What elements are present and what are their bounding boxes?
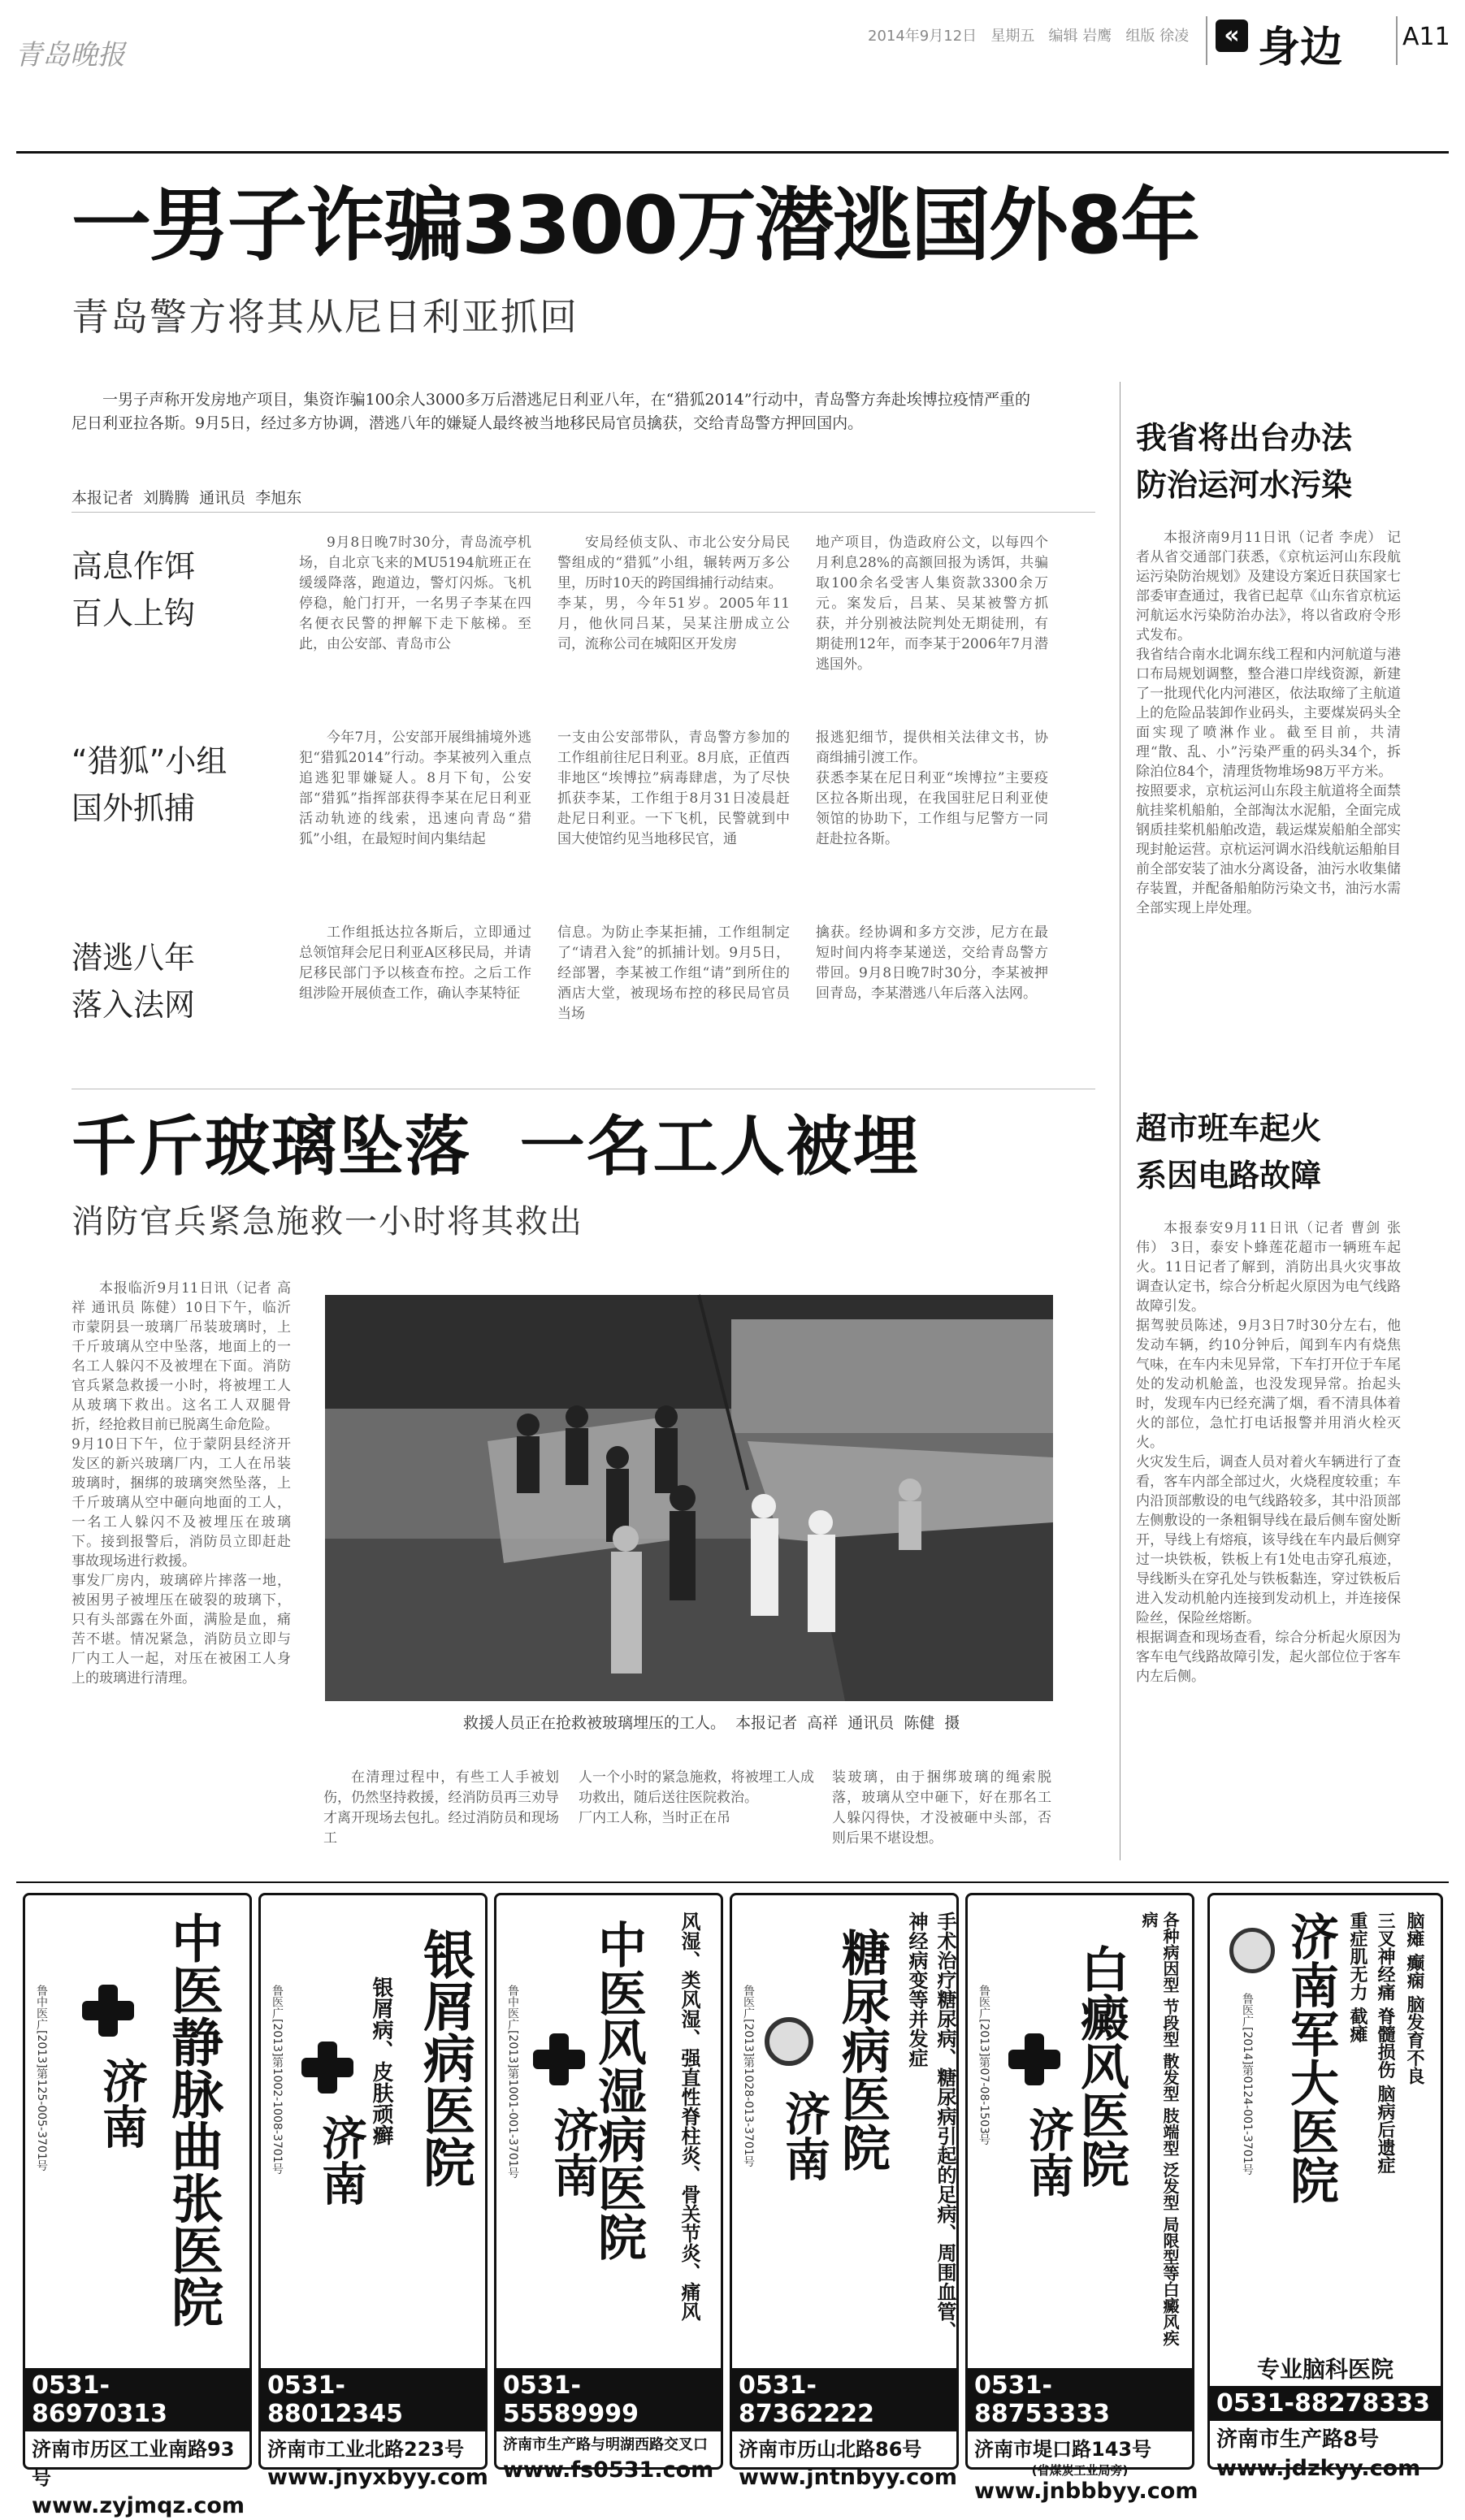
- photo-caption: 救援人员正在抢救被玻璃埋压的工人。 本报记者 高祥 通讯员 陈健 摄: [463, 1714, 960, 1732]
- page-divider: [1396, 16, 1398, 65]
- ad5-phone: 0531-88753333: [968, 2368, 1192, 2431]
- ad1-city: 济南: [95, 2058, 148, 2149]
- masthead-logo: 青岛晚报: [15, 39, 125, 71]
- ad1-phone: 0531-86970313: [25, 2368, 249, 2431]
- story2-col1: 本报临沂9月11日讯（记者 高祥 通讯员 陈健）10日下午，临沂市蒙阴县一玻璃厂吊装玻璃时，上千斤玻璃从空中坠落，地面上的一名工人躲闪不及被埋在下面。消防官兵紧急救援一小时，将被埋工人从玻璃下救出。这名工人双腿骨折，经抢救目前已脱离生命危险。 9月10日下午，位于蒙阴县经济开发区的新兴玻璃厂内，工人在吊装玻璃时，捆绑的玻璃突然坠落，上千斤玻璃从空中砸向地面的工人，一名工人躲闪不及被埋压在玻璃下。接到报警后，消防员立即赶赴事故现场进行救援。 事发厂房内，玻璃碎片摔落一地，被困男子被埋压在破裂的玻璃下，只有头部露在外面，满脸是血，痛苦不堪。情况紧急，消防员立即与厂内工人一起，对压在被困工人身上的玻璃进行清理。: [72, 1280, 291, 1686]
- ad3-address: 济南市生产路与明湖西路交叉口: [503, 2436, 708, 2453]
- ad2-website[interactable]: www.jnyxbyy.com: [267, 2465, 488, 2490]
- story1-s3-col2: 信息。为防止李某拒捕，工作组制定了“请君入瓮”的抓捕计划。9月5日，经部署，李某被工作组“请”到所住的酒店大堂，被现场布控的移民局官员当场: [557, 924, 790, 1022]
- story1-lead: 一男子声称开发房地产项目，集资诈骗100余人3000多万后潜逃尼日利亚八年，在“猎狐2014”行动中，青岛警方奔赴埃博拉疫情严重的尼日利亚拉各斯。9月5日，经过多方协调，潜逃八年的嫌疑人最终被当地移民局官员擒获，交给青岛警方押回国内。: [72, 391, 1030, 432]
- header-meta: [868, 24, 1189, 45]
- ad6-tag2: 三叉神经痛 脊髓损伤 脑病后遗症: [1375, 1912, 1395, 2175]
- story1-subhead-2: “猎狐”小组 国外抓捕: [72, 743, 228, 826]
- ad3-city: 济南: [546, 2106, 599, 2197]
- ad2-license: 鲁医广[2013]第1002-1008-3701号: [271, 1985, 284, 2175]
- ad1-address: 济南市历区工业南路93号: [32, 2438, 235, 2489]
- header-rule: [16, 151, 1449, 154]
- ad-psoriasis-hospital[interactable]: [258, 1893, 488, 2490]
- ad6-address: 济南市生产路8号: [1216, 2427, 1380, 2452]
- sidebar1-headline: 我省将出台办法 防治运河水污染: [1136, 420, 1353, 503]
- story1-s3-col1: 工作组抵达拉各斯后，立即通过总领馆拜会尼日利亚A区移民局，并请尼移民部门予以核查布控。之后工作组涉险开展侦查工作，确认李某特征: [299, 924, 531, 1002]
- header-date: 2014年9月12日: [868, 28, 977, 45]
- ad-diabetes-hospital[interactable]: [730, 1893, 959, 2490]
- ad3-license: 鲁中医广[2013]第1001-001-3701号: [506, 1985, 519, 2179]
- header-layout: 组版 徐凌: [1125, 28, 1190, 45]
- rescue-photo: [325, 1295, 1053, 1701]
- red-cross-icon: [1008, 2033, 1060, 2085]
- ad6-phone: 0531-88278333: [1210, 2386, 1441, 2421]
- story1-s2-col2: 一支由公安部带队，青岛警方参加的工作组前往尼日利亚。8月底，正值西非地区“埃博拉”病毒肆虐，为了尽快抓获李某，工作组于8月31日凌晨赶赴尼日利亚。一下飞机，民警就到中国大使馆约见当地移民官，通: [557, 730, 790, 847]
- story2-col4: 装玻璃，由于捆绑玻璃的绳索脱落，玻璃从空中砸下，好在那名工人躲闪得快，才没被砸中头部，否则后果不堪设想。: [832, 1769, 1051, 1847]
- ad2-tag: 银屑病、皮肤顽癣: [369, 1977, 393, 2145]
- ad6-website[interactable]: www.jdzkyy.com: [1216, 2456, 1421, 2481]
- hospital-emblem-icon: [765, 2017, 813, 2066]
- story1-subhead-3: 潜逃八年 落入法网: [72, 940, 196, 1023]
- story1-subhead-1: 高息作饵 百人上钩: [72, 548, 196, 631]
- ad6-slogan: 专业脑科医院: [1256, 2356, 1393, 2383]
- header-weekday: 星期五: [990, 28, 1035, 45]
- story2-subhead: 消防官兵紧急施救一小时将其救出: [72, 1203, 583, 1241]
- ad-rheumatism-hospital[interactable]: [494, 1893, 723, 2483]
- ad4-phone: 0531-87362222: [732, 2368, 956, 2431]
- story1-rule: [72, 512, 1095, 513]
- ad6-tag1: 脑瘫 癫痫 脑发育不良: [1404, 1912, 1424, 2085]
- story2-col2: 在清理过程中，有些工人手被划伤，仍然坚持救援，经消防员再三劝导才离开现场去包扎。经过消防员和现场工: [323, 1769, 559, 1847]
- ad1-license: 鲁中医广[2013]第125-005-3701号: [35, 1985, 48, 2171]
- story2-col3: 人一个小时的紧急施救，将被埋工人成功救出，随后送往医院救治。 厂内工人称，当时正在吊: [579, 1769, 814, 1826]
- rescue-photo-svg: [325, 1295, 1053, 1701]
- ads-rule: [16, 1881, 1449, 1883]
- red-cross-icon: [533, 2033, 585, 2085]
- ad2-phone: 0531-88012345: [261, 2368, 485, 2431]
- ad3-phone: 0531-55589999: [496, 2368, 721, 2431]
- ad3-title: 中医风湿病医院: [590, 1920, 647, 2261]
- ad2-address: 济南市工业北路223号: [267, 2438, 465, 2461]
- hospital-emblem-icon: [1229, 1928, 1275, 1973]
- ad-military-hospital[interactable]: [1207, 1893, 1443, 2481]
- ad4-license: 鲁医广[2013]第1028-013-3701号: [742, 1985, 755, 2167]
- story1-s1-col1: 9月8日晚7时30分，青岛流亭机场，自北京飞来的MU5194航班正在缓缓降落，跑道边，警灯闪烁。飞机停稳，舱门打开，一名男子李某在四名便衣民警的押解下走下舷梯。至此，由公安部、青岛市公: [299, 535, 531, 652]
- ad5-tag: 各种病因型 节段型 散发型 肢端型 泛发型 局限型等白癜风疾病: [1139, 1912, 1180, 2346]
- story1-headline: 一男子诈骗3300万潜逃国外8年: [72, 180, 1198, 272]
- header-editor: 编辑 岩鹰: [1048, 28, 1112, 45]
- ad5-address-note: (省煤炭工业局旁): [1031, 2463, 1129, 2478]
- ad3-tag: 风湿、类风湿、强直性脊柱炎、骨关节炎、痛风: [678, 1912, 700, 2321]
- ad6-license: 鲁医广[2014]第0124-001-3701号: [1241, 1993, 1254, 2176]
- ad5-city: 济南: [1021, 2106, 1074, 2197]
- ad3-website[interactable]: www.fs0531.com: [503, 2457, 714, 2483]
- ad4-website[interactable]: www.jntnbyy.com: [739, 2465, 957, 2490]
- story1-byline: 本报记者 刘腾腾 通讯员 李旭东: [72, 489, 302, 507]
- sidebar1-body: 本报济南9月11日讯（记者 李虎） 记者从省交通部门获悉，《京杭运河山东段航运污染防治规划》及建设方案近日获国家七部委审查通过，我省已起草《山东省京杭运河航运水污染防治办法》，将以省政府令形式发布。 我省结合南水北调东线工程和内河航道与港口布局规划调整，整合港口岸线资源，新建了一批现代化内河港区，依法取缔了主航道上的危险品装卸作业码头，主要煤炭码头全面实现了喷淋作业。截至目前，共清理“散、乱、小”污染严重的码头34个，拆除泊位84个，清理货物堆场98万平方米。 按照要求，京杭运河山东段主航道将全面禁航挂桨机船舶，全部淘汰水泥船，全面完成钢质挂桨机船舶改造，载运煤炭船舶全部实现封舱运营。京杭运河调水沿线航运船舶目前全部安装了油水分离设备，油污水收集储存装置，并配备船舶防污染文书，油污水需全部实现上岸处理。: [1136, 530, 1401, 916]
- sidebar2-body: 本报泰安9月11日讯（记者 曹剑 张伟） 3日，泰安卜蜂莲花超市一辆班车起火。11日记者了解到，消防出具火灾事故调查认定书，综合分析起火原因为电气线路故障引发。 据驾驶员陈述，9月3日7时30分左右，他发动车辆，约10分钟后，闻到车内有烧焦气味，在车内未见异常，下车打开位于车尾处的发动机舱盖，也没发现异常。抬起头时，发现车内已经充满了烟，看不清具体着火的部位，急忙打电话报警并用消火栓灭火。 火灾发生后，调查人员对着火车辆进行了查看，客车内部全部过火，火烧程度较重；车内沿顶部敷设的电气线路较多，其中沿顶部左侧敷设的一条粗铜导线在最后侧车窗处断开，导线上有熔痕，该导线在车内最后侧穿过一块铁板，铁板上有1处电击穿孔痕迹，导线断头在穿孔处与铁板黏连，穿过铁板后进入发动机舱内连接到发动机上，并连接保险丝，保险丝熔断。 根据调查和现场查看，综合分析起火原因为客车电气线路故障引发，起火部位位于客车内左后侧。: [1136, 1220, 1401, 1685]
- story1-s3-col3: 擒获。经协调和多方交涉，尼方在最短时间内将李某递送，交给青岛警方带回。9月8日晚7时30分，李某被押回青岛，李某潜逃八年后落入法网。: [816, 924, 1048, 1002]
- ad4-city: 济南: [778, 2090, 830, 2181]
- ad-vitiligo-hospital[interactable]: [965, 1893, 1198, 2504]
- story1-s2-col1: 今年7月，公安部开展缉捕境外逃犯“猎狐2014”行动。李某被列入重点追逃犯罪嫌疑人。8月下旬，公安部“猎狐”指挥部获得李某在尼日利亚活动轨迹的线索，迅速向青岛“猎狐”小组，在最短时间内集结起: [299, 730, 531, 847]
- ad1-website[interactable]: www.zyjmqz.com: [32, 2493, 245, 2518]
- story1-s1-col2: 安局经侦支队、市北公安分局民警组成的“猎狐”小组，辗转两万多公里，历时10天的跨国缉捕行动结束。 李某，男，今年51岁。2005年11月，他伙同吕某，吴某注册成立公司，流称公司在城阳区开发房: [557, 535, 790, 652]
- ad5-title: 白癜风医院: [1073, 1944, 1129, 2188]
- story1-s2-col3: 报逃犯细节，提供相关法律文书，协商缉捕引渡工作。 获悉李某在尼日利亚“埃博拉”主要疫区拉各斯出现，在我国驻尼日利亚使领馆的协助下，工作组与尼警方一同赶赴拉各斯。: [816, 730, 1048, 847]
- ad-varicose-hospital[interactable]: [23, 1893, 252, 2518]
- ad5-address: 济南市堤口路143号: [974, 2438, 1152, 2461]
- ad6-tag3: 重症肌无力 截瘫: [1347, 1912, 1367, 2043]
- red-cross-icon: [82, 1985, 134, 2037]
- ad4-address: 济南市历山北路86号: [739, 2438, 922, 2461]
- ad6-title: 济南军大医院: [1282, 1912, 1339, 2204]
- ad2-city: 济南: [314, 2115, 367, 2206]
- double-chevron-left-icon: «: [1216, 19, 1248, 52]
- sidebar2-headline: 超市班车起火 系因电路故障: [1136, 1111, 1322, 1193]
- ad5-license: 鲁医广[2013]第07-08-1503号: [977, 1985, 990, 2145]
- section-divider: [1206, 16, 1207, 65]
- ad1-title: 中医静脉曲张医院: [163, 1912, 223, 2327]
- section-title: 身边: [1258, 24, 1343, 72]
- story1-subhead: 青岛警方将其从尼日利亚抓回: [72, 295, 579, 339]
- story2-headline: 千斤玻璃坠落 一名工人被埋: [72, 1109, 920, 1184]
- ad4-tag: 手术治疗糖尿病、糖尿病引起的足病、周围血管、神经病变等并发症: [905, 1912, 956, 2340]
- ad2-title: 银屑病医院: [414, 1928, 475, 2188]
- ad5-website[interactable]: www.jnbbbyy.com: [974, 2479, 1198, 2504]
- ad4-title: 糖尿病医院: [834, 1928, 891, 2171]
- story1-s1-col3: 地产项目，伪造政府公文，以每四个月利息28%的高额回报为诱饵，共骗取100余名受害人集资款3300余万元。案发后，吕某、吴某被警方抓获，并分别被法院判处无期徒刑，有期徒刑12年，而李某于2006年7月潜逃国外。: [816, 535, 1048, 673]
- page-number: A11: [1402, 23, 1450, 51]
- red-cross-icon: [301, 2042, 353, 2094]
- page-header: [0, 0, 1465, 81]
